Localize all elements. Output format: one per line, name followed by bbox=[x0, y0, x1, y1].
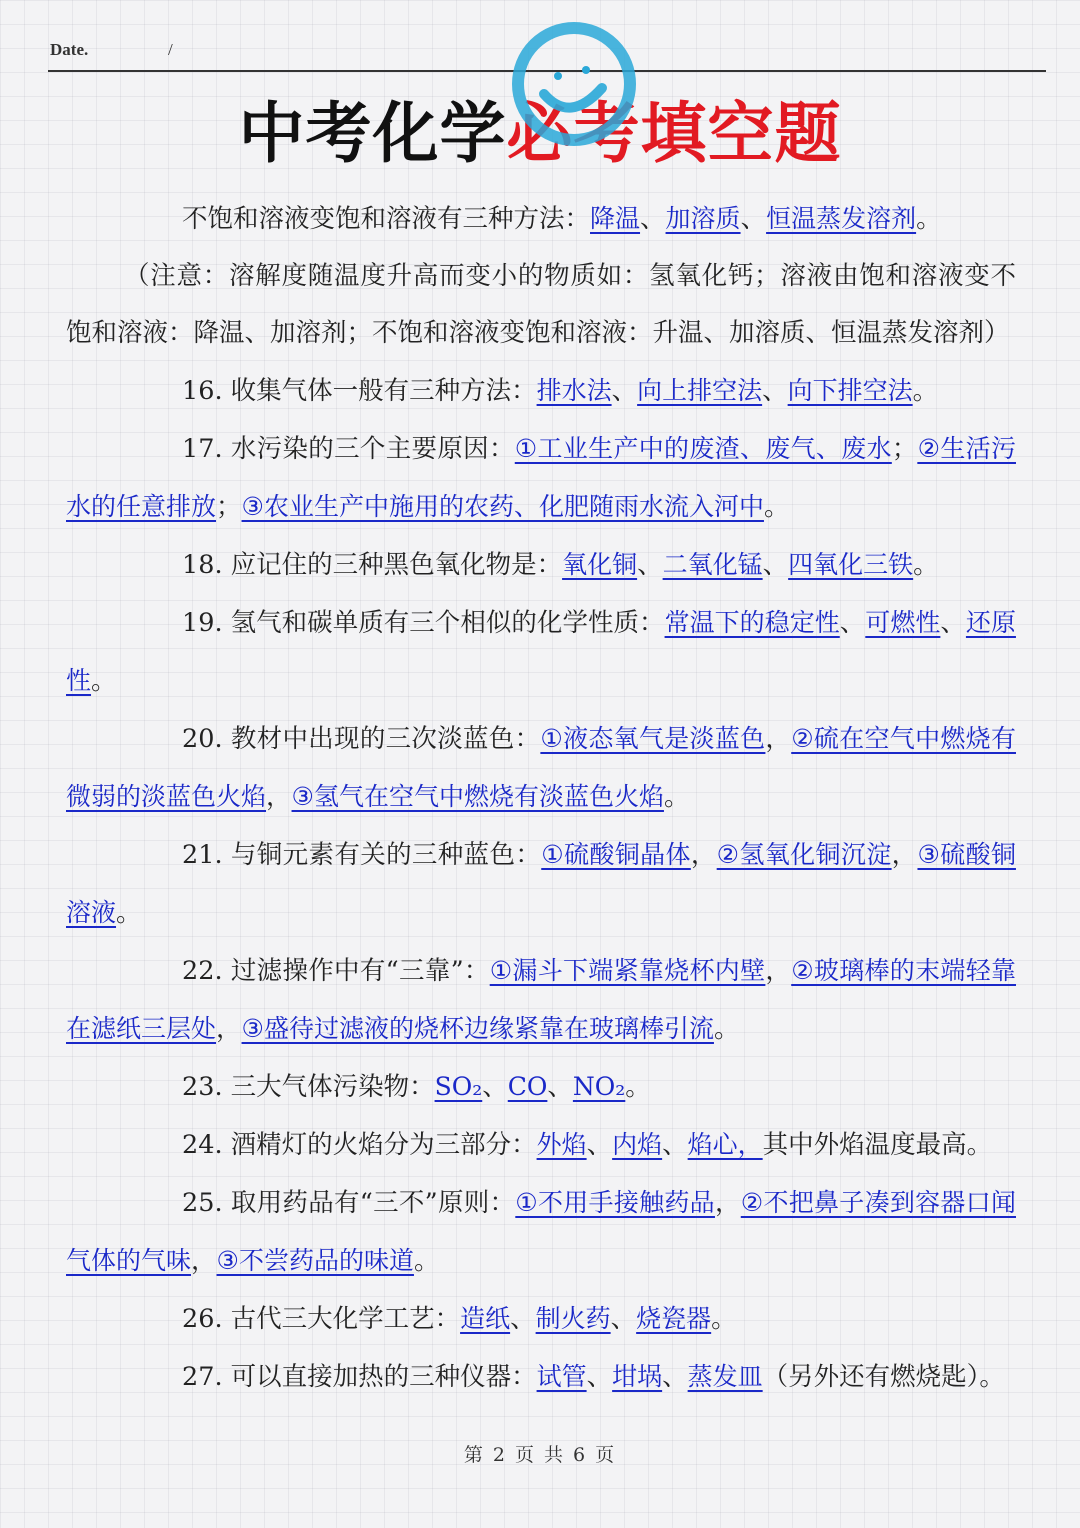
answer-blank: ③硫酸铜溶液 bbox=[66, 840, 1016, 927]
question-text: 不饱和溶液变饱和溶液有三种方法： bbox=[182, 204, 591, 234]
separator: 、 bbox=[637, 550, 663, 580]
answer-blank: 内焰 bbox=[612, 1130, 663, 1159]
question-tail: 。 bbox=[711, 1304, 737, 1334]
answer-blank: 恒温蒸发溶剂 bbox=[766, 204, 917, 233]
note-paragraph bbox=[66, 248, 1016, 362]
separator: 、 bbox=[611, 376, 638, 406]
separator: 、 bbox=[839, 608, 866, 638]
question-number: 24. bbox=[182, 1130, 223, 1160]
question-number: 27. bbox=[182, 1362, 223, 1392]
answer-blank: 降温 bbox=[590, 204, 641, 233]
answer-blank: ③氢气在空气中燃烧有淡蓝色火焰 bbox=[291, 782, 664, 811]
answer-blank: 向下排空法 bbox=[787, 376, 913, 405]
question-tail: 。 bbox=[912, 376, 939, 406]
question-text: 古代三大化学工艺： bbox=[230, 1304, 461, 1334]
separator: ， bbox=[266, 782, 292, 812]
question-tail: 。 bbox=[625, 1072, 651, 1102]
question-item bbox=[66, 1348, 1016, 1406]
separator: 、 bbox=[662, 1130, 688, 1160]
question-tail: 。 bbox=[916, 204, 942, 234]
answer-blank: 可燃性 bbox=[865, 608, 941, 637]
question-list bbox=[66, 190, 1016, 1406]
question-number: 21. bbox=[182, 840, 223, 870]
answer-blank: 氧化铜 bbox=[562, 550, 638, 579]
question-number: 18. bbox=[182, 550, 223, 580]
answer-blank: SO₂ bbox=[434, 1072, 483, 1101]
question-text: 酒精灯的火焰分为三部分： bbox=[230, 1130, 537, 1160]
answer-blank: ②生活污水的任意排放 bbox=[66, 434, 1016, 521]
separator: 、 bbox=[510, 1304, 536, 1334]
answer-blank: 二氧化锰 bbox=[662, 550, 763, 579]
separator: ， bbox=[690, 840, 717, 870]
separator: ， bbox=[191, 1246, 217, 1276]
question-item bbox=[66, 362, 1016, 420]
question-tail: 。 bbox=[713, 1014, 740, 1044]
answer-blank: 常温下的稳定性 bbox=[664, 608, 840, 637]
question-item bbox=[66, 536, 1016, 594]
question-text: 取用药品有“三不”原则： bbox=[230, 1188, 516, 1218]
question-item bbox=[66, 594, 1016, 710]
question-text: 收集气体一般有三种方法： bbox=[230, 376, 537, 406]
title-black-part: 中考化学 bbox=[238, 95, 507, 172]
question-item bbox=[66, 1290, 1016, 1348]
question-number: 19. bbox=[182, 608, 223, 638]
separator: ， bbox=[216, 1014, 242, 1044]
separator: ， bbox=[765, 956, 792, 986]
answer-blank: ③不尝药品的味道 bbox=[216, 1246, 414, 1275]
answer-blank: 向上排空法 bbox=[637, 376, 763, 405]
question-item bbox=[66, 190, 1016, 248]
answer-blank: ②不把鼻子凑到容器口闻气体的气味 bbox=[66, 1188, 1016, 1275]
date-separator: / bbox=[168, 40, 173, 59]
question-item bbox=[66, 942, 1016, 1058]
question-tail: 其中外焰温度最高。 bbox=[762, 1130, 993, 1160]
question-text: 应记住的三种黑色氧化物是： bbox=[230, 550, 563, 580]
answer-blank: ②玻璃棒的末端轻靠在滤纸三层处 bbox=[66, 956, 1016, 1043]
answer-blank: ②氢氧化铜沉淀 bbox=[716, 840, 892, 869]
question-item bbox=[66, 710, 1016, 826]
question-number: 26. bbox=[182, 1304, 223, 1334]
question-tail: （另外还有燃烧匙）。 bbox=[762, 1362, 1005, 1392]
question-item bbox=[66, 1116, 1016, 1174]
answer-blank: NO₂ bbox=[572, 1072, 626, 1101]
separator: ； bbox=[891, 434, 918, 464]
question-text: 过滤操作中有“三靠”： bbox=[230, 956, 490, 986]
question-number: 22. bbox=[182, 956, 223, 986]
separator: ， bbox=[765, 724, 792, 754]
question-number: 23. bbox=[182, 1072, 223, 1102]
separator: 、 bbox=[762, 550, 789, 580]
question-number: 20. bbox=[182, 724, 223, 754]
answer-blank: ①工业生产中的废渣、废气、废水 bbox=[514, 434, 892, 463]
question-tail: 。 bbox=[763, 492, 790, 522]
separator: 、 bbox=[482, 1072, 508, 1102]
answer-blank: 四氧化三铁 bbox=[788, 550, 914, 579]
separator: ， bbox=[891, 840, 918, 870]
title-red-part: 必考填空题 bbox=[506, 95, 842, 172]
separator: 、 bbox=[940, 608, 966, 638]
separator: 、 bbox=[547, 1072, 573, 1102]
question-number: 16. bbox=[182, 376, 223, 406]
separator: ， bbox=[714, 1188, 741, 1218]
answer-blank: 加溶质 bbox=[665, 204, 741, 233]
separator: 、 bbox=[640, 204, 666, 234]
answer-blank: 制火药 bbox=[535, 1304, 611, 1333]
answer-blank: 排水法 bbox=[536, 376, 612, 405]
answer-blank: ③盛待过滤液的烧杯边缘紧靠在玻璃棒引流 bbox=[241, 1014, 714, 1043]
answer-blank: ③农业生产中施用的农药、化肥随雨水流入河中 bbox=[241, 492, 764, 521]
answer-blank: ①漏斗下端紧靠烧杯内壁 bbox=[489, 956, 766, 985]
separator: 、 bbox=[662, 1362, 688, 1392]
question-text: 可以直接加热的三种仪器： bbox=[230, 1362, 537, 1392]
question-text: 氢气和碳单质有三个相似的化学性质： bbox=[230, 608, 665, 638]
separator: ； bbox=[216, 492, 242, 522]
note-text: （注意：溶解度随温度升高而变小的物质如：氢氧化钙；溶液由饱和溶液变不饱和溶液：降温、加溶剂；不饱和溶液变饱和溶液：升温、加溶质、恒温蒸发溶剂） bbox=[66, 261, 1016, 348]
question-text: 与铜元素有关的三种蓝色： bbox=[230, 840, 542, 870]
separator: 、 bbox=[762, 376, 788, 406]
question-tail: 。 bbox=[91, 666, 117, 696]
question-tail: 。 bbox=[663, 782, 690, 812]
answer-blank: ②硫在空气中燃烧有微弱的淡蓝色火焰 bbox=[66, 724, 1016, 811]
question-text: 教材中出现的三次淡蓝色： bbox=[230, 724, 541, 754]
answer-blank: 坩埚 bbox=[612, 1362, 663, 1391]
separator: 、 bbox=[740, 204, 767, 234]
question-item bbox=[66, 826, 1016, 942]
question-tail: 。 bbox=[913, 550, 939, 580]
question-number: 25. bbox=[182, 1188, 223, 1218]
question-tail: 。 bbox=[413, 1246, 440, 1276]
question-item bbox=[66, 420, 1016, 536]
date-label: Date. bbox=[50, 40, 89, 59]
question-text: 三大气体污染物： bbox=[230, 1072, 435, 1102]
answer-blank: 蒸发皿 bbox=[687, 1362, 763, 1391]
separator: 、 bbox=[586, 1362, 613, 1392]
answer-blank: 造纸 bbox=[460, 1304, 511, 1333]
answer-blank: ①硫酸铜晶体 bbox=[541, 840, 691, 869]
answer-blank: 烧瓷器 bbox=[636, 1304, 712, 1333]
answer-blank: 焰心， bbox=[687, 1130, 763, 1159]
answer-blank: 外焰 bbox=[536, 1130, 587, 1159]
question-item bbox=[66, 1058, 1016, 1116]
answer-blank: CO bbox=[507, 1072, 548, 1101]
question-item bbox=[66, 1174, 1016, 1290]
page-footer: 第 2 页 共 6 页 bbox=[463, 1444, 617, 1466]
separator: 、 bbox=[610, 1304, 637, 1334]
answer-blank: ①不用手接触药品 bbox=[515, 1188, 715, 1217]
smiley-sticker-icon bbox=[506, 16, 642, 152]
separator: 、 bbox=[586, 1130, 613, 1160]
question-number: 17. bbox=[182, 434, 223, 464]
question-text: 水污染的三个主要原因： bbox=[230, 434, 515, 464]
answer-blank: ①液态氧气是淡蓝色 bbox=[540, 724, 766, 753]
answer-blank: 试管 bbox=[536, 1362, 587, 1391]
answer-blank: 还原性 bbox=[66, 608, 1016, 695]
question-tail: 。 bbox=[116, 898, 142, 928]
